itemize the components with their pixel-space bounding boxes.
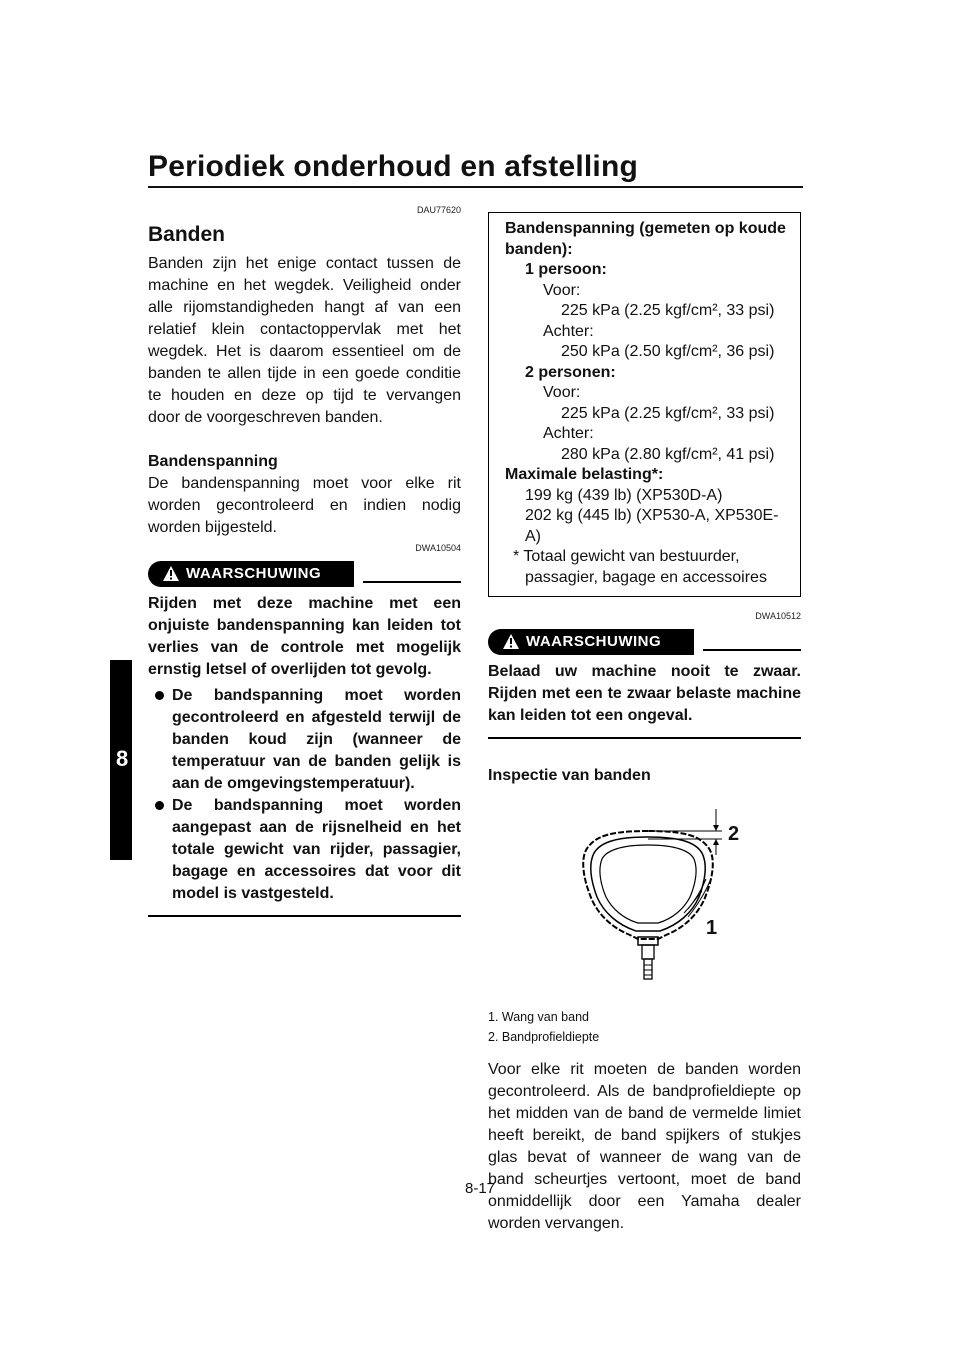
pressure-paragraph: De bandenspanning moet voor elke rit worden gecontroleerd en indien nodig worden bijgesteld. [148,475,461,536]
spec-rear-label: Achter: [543,425,594,442]
spec-load-value: 199 kg (439 lb) (XP530D-A) [525,486,723,504]
spec-value: 250 kPa (2.50 kgf/cm², 36 psi) [561,343,775,360]
warning-list [148,685,461,905]
warning-end-rule [148,915,461,917]
intro-paragraph: Banden zijn het enige contact tussen de machine en het wegdek. Veiligheid onder alle rijomstandigheden hangt af van een relatief klein contactoppervlak met het wegdek. Het is daarom essentieel om de banden te allen tijde in een goede conditie te houden en deze op tijd te vervangen door de voorgeschreven banden. [148,255,461,426]
chapter-number: 8 [116,746,129,771]
callout-number: 2 [728,823,740,845]
reference-code: DAU77620 [416,205,461,215]
figure-caption: 1. Wang van band [488,1010,589,1024]
warning-triangle-icon [502,633,520,650]
right-column [488,212,801,1235]
spec-front-label: Voor: [543,281,581,299]
warning-label: WAARSCHUWING [186,565,322,582]
warning-triangle-icon [162,565,180,582]
list-item: De bandspanning moet worden gecontroleerd en afgesteld terwijl de banden koud zijn (wanneer de temperatuur van de banden gelijk is aan de omgevingstemperatuur). [148,685,461,795]
warning-rule [703,649,801,651]
reference-code: DWA10512 [755,611,801,621]
warning-header [148,559,461,589]
spec-value: 225 kPa (2.25 kgf/cm², 33 psi) [561,404,775,422]
reference-code: DWA10504 [415,543,461,553]
spec-one-person: 1 persoon: [525,261,607,278]
warning-text: Belaad uw machine nooit te zwaar. Rijden met een te zwaar belaste machine kan leiden tot een ongeval. [488,663,801,724]
spec-value: 280 kPa (2.80 kgf/cm², 41 psi) [561,445,775,463]
spec-box [488,212,801,597]
spec-value: 225 kPa (2.25 kgf/cm², 33 psi) [561,302,775,319]
callout-number: 1 [706,917,718,939]
left-column [148,205,461,917]
section-title: Banden [148,223,226,246]
warning-label: WAARSCHUWING [526,633,662,650]
page-title: Periodiek onderhoud en afstelling [148,150,638,183]
spec-two-persons: 2 personen: [525,363,616,381]
page-number: 8-17 [464,1180,496,1197]
warning-end-rule [488,737,801,739]
spec-front-label: Voor: [543,384,581,401]
warning-rule [363,581,461,583]
tire-illustration [488,787,801,1007]
warning-header [488,627,801,657]
spec-heading: Bandenspanning (gemeten op koude banden): [505,220,786,258]
spec-max-load: Maximale belasting*: [505,466,664,483]
spec-footnote: * Totaal gewicht van bestuurder, passagier, bagage en accessoires [513,548,767,586]
warning-badge [488,629,694,655]
list-item: De bandspanning moet worden aangepast aan de rijsnelheid en het totale gewicht van rijder, passagier, bagage en accessoires dat voor dit model is vastgesteld. [148,795,461,905]
inspection-paragraph: Voor elke rit moeten de banden worden gecontroleerd. Als de bandprofieldiepte op het midden van de band de vermelde limiet heeft bereikt, de band spijkers of stukjes glas bevat of wanneer de wang van de band scheurtjes vertoont, moet de band onmiddellijk door een Yamaha dealer worden vervangen. [488,1061,801,1232]
figure-caption: 2. Bandprofieldiepte [488,1030,600,1044]
title-rule [148,186,803,188]
subsection-title: Inspectie van banden [488,767,651,784]
warning-badge [148,561,354,587]
chapter-tab [110,660,132,860]
subsection-title: Bandenspanning [148,453,278,470]
tire-diagram [488,787,801,1007]
spec-rear-label: Achter: [543,322,594,340]
warning-text: Rijden met deze machine met een onjuiste bandenspanning kan leiden tot verlies van de controle met mogelijk ernstig letsel of overlijden tot gevolg. [148,595,461,678]
spec-load-value: 202 kg (445 lb) (XP530-A, XP530E-A) [525,507,779,545]
